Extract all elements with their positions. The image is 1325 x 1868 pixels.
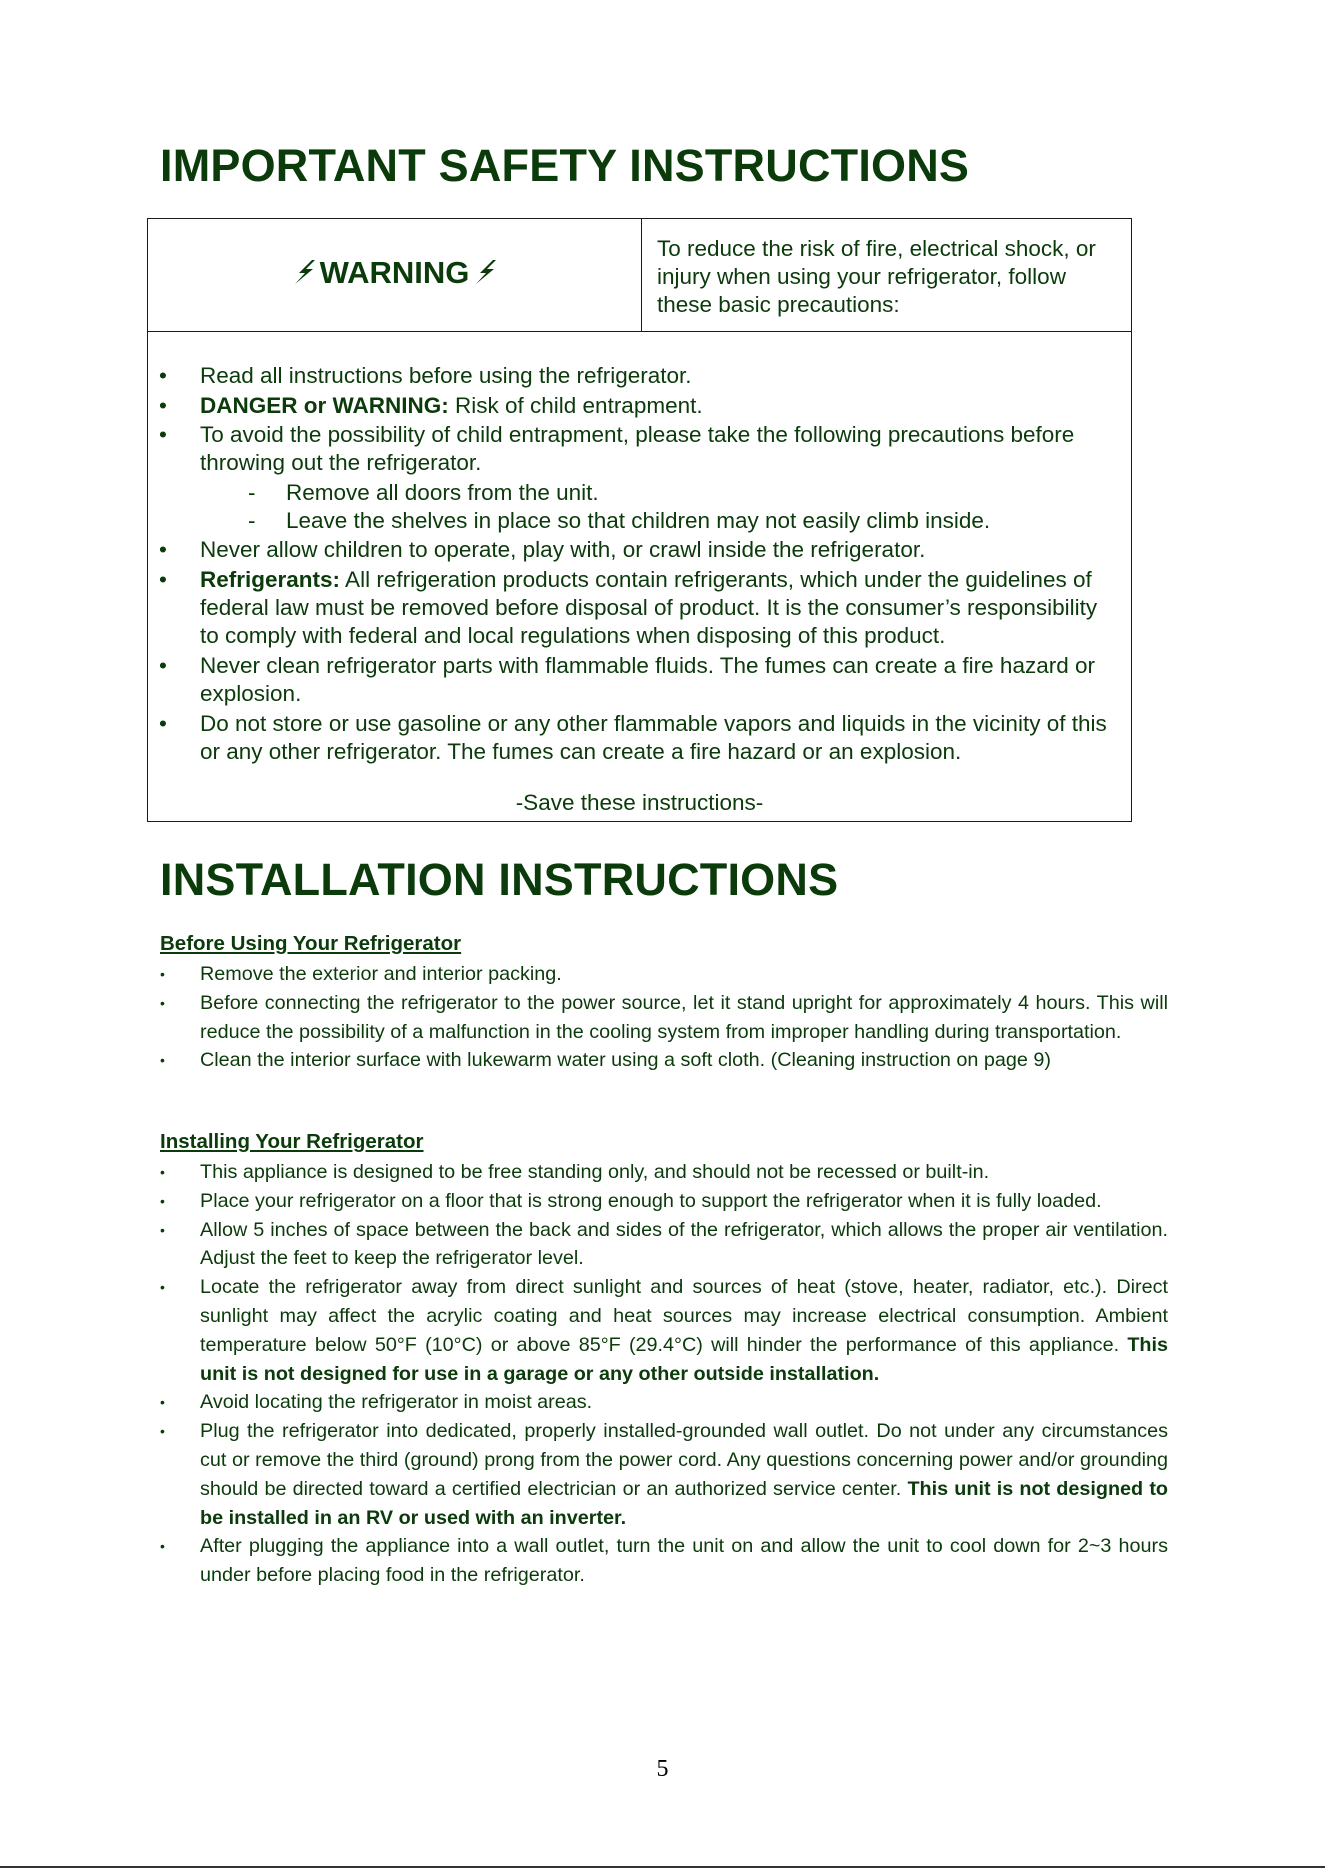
list-item: • Never allow children to operate, play with, or crawl inside the refrigerator. [148, 536, 1131, 564]
safety-title: IMPORTANT SAFETY INSTRUCTIONS [160, 140, 970, 191]
bullet-icon: • [160, 1279, 165, 1296]
list-item: • Clean the interior surface with lukewarm water using a soft cloth. (Cleaning instruction on page 9) [160, 1046, 1168, 1075]
sub-list-item: - Remove all doors from the unit. [148, 479, 1131, 507]
list-item: • Avoid locating the refrigerator in moist areas. [160, 1388, 1168, 1417]
warning-box [147, 218, 1132, 822]
warning-header [148, 219, 1131, 332]
bullet-icon: • [159, 422, 167, 447]
before-using-list [160, 960, 1168, 1075]
sub-list-item: - Leave the shelves in place so that children may not easily climb inside. [148, 507, 1131, 535]
list-item: • Plug the refrigerator into dedicated, properly installed-grounded wall outlet. Do not under any circumstances cut or remove the third (ground) prong from the power cord. Any questions concerning power and/or grounding should be directed toward a certified electrician or an authorized service center. This unit is not designed to be installed in an RV or used with an inverter. [160, 1417, 1168, 1532]
warning-label: WARNING [319, 255, 470, 290]
list-item: • Place your refrigerator on a floor that is strong enough to support the refrigerator when it is fully loaded. [160, 1187, 1168, 1216]
bullet-icon: • [160, 966, 165, 982]
safety-list [148, 362, 1131, 767]
bullet-icon: • [160, 994, 165, 1011]
installation-title: INSTALLATION INSTRUCTIONS [160, 854, 839, 905]
list-item: • DANGER or WARNING: Risk of child entrapment. [148, 392, 1131, 420]
list-item: • Do not store or use gasoline or any other flammable vapors and liquids in the vicinity of this or any other refrigerator. The fumes can create a fire hazard or an explosion. [159, 710, 1107, 764]
list-item: • Before connecting the refrigerator to the power source, let it stand upright for approximately 4 hours. This will reduce the possibility of a malfunction in the cooling system from improper handling during transportation. [160, 989, 1168, 1047]
warning-description: To reduce the risk of fire, electrical shock, or injury when using your refrigerator, follow these basic precautions: [657, 236, 1096, 317]
before-using-heading: Before Using Your Refrigerator [160, 932, 462, 955]
list-item: • Remove the exterior and interior packing. [160, 960, 1168, 989]
bullet-icon: • [159, 392, 167, 418]
lightning-bolt-icon [291, 258, 317, 286]
bullet-icon: • [160, 1423, 165, 1440]
lightning-bolt-icon [472, 258, 498, 286]
installing-list [160, 1158, 1168, 1590]
list-item: • To avoid the possibility of child entrapment, please take the following precautions before throwing out the refrigerator. [159, 422, 1075, 476]
bullet-icon: • [159, 537, 167, 563]
bullet-icon: • [160, 1052, 165, 1069]
warning-divider [641, 219, 642, 332]
dash-icon: - [248, 479, 256, 505]
list-item: • This appliance is designed to be free standing only, and should not be recessed or built-in. [160, 1158, 1168, 1187]
dash-icon: - [248, 507, 256, 533]
bullet-icon: • [160, 1394, 165, 1411]
bullet-icon: • [159, 566, 167, 592]
bullet-icon: • [160, 1221, 165, 1238]
list-item: • Never clean refrigerator parts with flammable fluids. The fumes can create a fire hazard or explosion. [159, 652, 1095, 707]
list-item: • Allow 5 inches of space between the back and sides of the refrigerator, which allows the proper air ventilation. Adjust the feet to keep the refrigerator level. [160, 1216, 1168, 1274]
warning-label-cell [148, 255, 641, 291]
list-item: • Read all instructions before using the refrigerator. [148, 362, 1131, 390]
list-item: • After plugging the appliance into a wall outlet, turn the unit on and allow the unit to cool down for 2~3 hours under before placing food in the refrigerator. [160, 1532, 1168, 1590]
bullet-icon: • [160, 1538, 165, 1555]
installing-heading: Installing Your Refrigerator [160, 1130, 424, 1153]
bullet-icon: • [159, 363, 167, 388]
page-number: 5 [656, 1756, 669, 1782]
list-item: • Refrigerants: All refrigeration products contain refrigerants, which under the guidelines of federal law must be removed before disposal of product. It is the consumer’s responsibility to comply with federal and local regulations when disposing of this product. [159, 566, 1098, 649]
save-instructions-line: -Save these instructions- [515, 790, 764, 815]
bullet-icon: • [160, 1192, 165, 1209]
bullet-icon: • [159, 652, 167, 678]
bullet-icon: • [159, 710, 167, 736]
bullet-icon: • [160, 1164, 165, 1180]
list-item: • Locate the refrigerator away from direct sunlight and sources of heat (stove, heater, radiator, etc.). Direct sunlight may affect the acrylic coating and heat sources may increase electrical consumption. Ambient temperature below 50°F (10°C) or above 85°F (29.4°C) will hinder the performance of this appliance. This unit is not designed for use in a garage or any other outside installation. [160, 1273, 1168, 1388]
